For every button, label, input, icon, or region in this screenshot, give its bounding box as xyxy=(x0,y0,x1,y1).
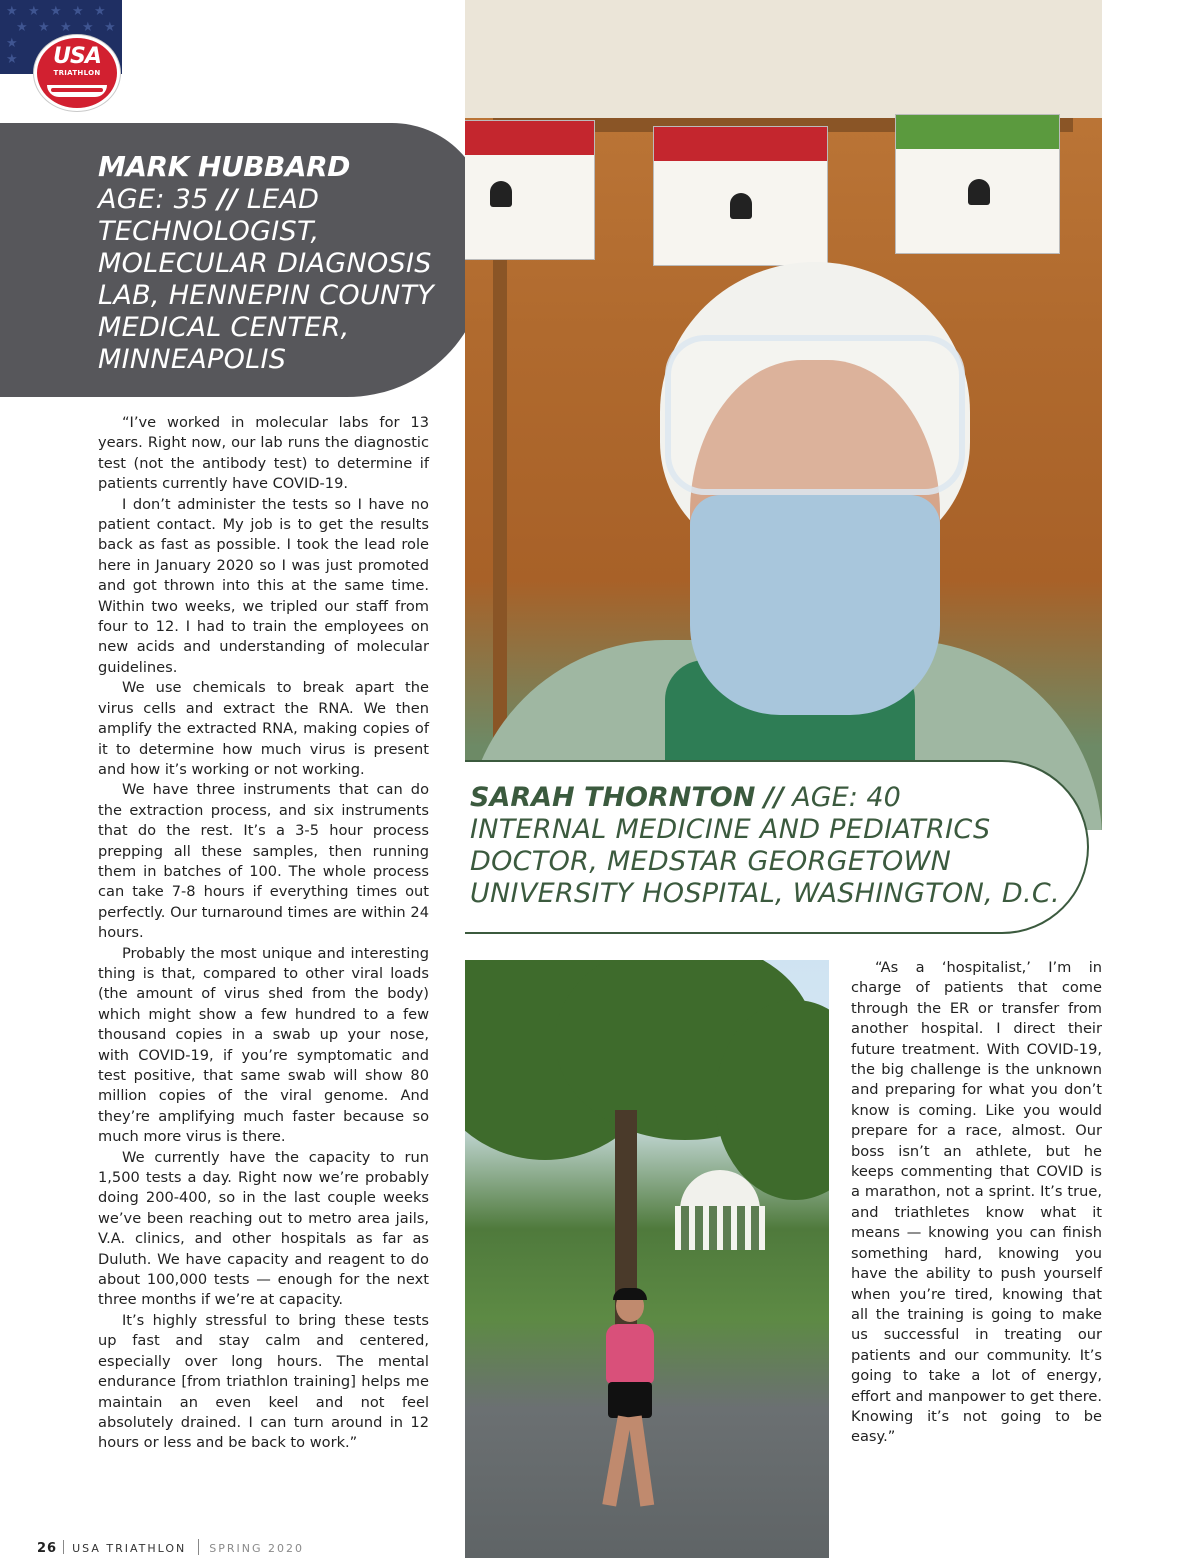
mark-age: AGE: 35 xyxy=(98,184,209,215)
airborne-precautions-sign xyxy=(653,126,828,266)
sarah-selfie-photo xyxy=(465,0,1102,830)
mark-separator: // xyxy=(217,184,238,215)
sarah-title: INTERNAL MEDICINE AND PEDIATRICS DOCTOR, MEDSTAR GEORGETOWN UNIVERSITY HOSPITAL, WASHINGTON, D.C. xyxy=(470,814,1060,909)
page-number: 26 xyxy=(37,1541,58,1556)
contact-precautions-sign xyxy=(465,120,595,260)
paragraph: It’s highly stressful to bring these tests up fast and stay calm and centered, especially over long hours. The mental endurance [from triathlon training] helps me maintain an even keel and not feel absolutely drained. I can turn around in 12 hours or less and be back to work.” xyxy=(98,1311,429,1452)
issue-name: SPRING 2020 xyxy=(209,1542,304,1555)
safety-goggles xyxy=(665,335,965,495)
paragraph: “I’ve worked in molecular labs for 13 years. Right now, our lab runs the diagnostic test (not the antibody test) to determine if patients currently have COVID-19. xyxy=(98,414,429,493)
logo-text-usa: USA xyxy=(53,44,101,69)
page-footer xyxy=(37,1539,304,1555)
sarah-name-line xyxy=(470,782,901,813)
door-frame xyxy=(465,0,1102,118)
sarah-name: SARAH THORNTON xyxy=(470,782,756,813)
logo-swoosh xyxy=(47,85,107,97)
paragraph: “As a ‘hospitalist,’ I’m in charge of patients that come through the ER or transfer from another hospital. I direct their future treatment. With COVID-19, the big challenge is the unknown and preparing for what you don’t know is coming. Like you would prepare for a race, almost. Our boss isn’t an athlete, but he keeps commenting that COVID is a marathon, not a sprint. It’s true, and triathletes know what it means — knowing you can finish something hard, knowing you have the ability to push yourself when you’re tired, knowing that all the training is going to make us successful in treating our patients and our community. It’s going to take a lot of energy, effort and manpower to get there. Knowing it’s not going to be easy.” xyxy=(851,959,1102,1446)
paragraph: Probably the most unique and interesting thing is that, compared to other viral loads (the amount of virus shed from the body) which might show a few hundred to a few thousand copies in a swab up your nose, with COVID-19, if you’re symptomatic and test positive, that same swab will show 80 million copies of the viral genome. And they’re amplifying much faster because so much more virus is there. xyxy=(98,944,429,1146)
droplet-precautions-sign xyxy=(895,114,1060,254)
mark-title xyxy=(98,184,468,376)
sarah-age: AGE: 40 xyxy=(792,782,901,813)
paragraph: We have three instruments that can do the extraction process, and six instruments that do the rest. It’s a 3-5 hour process prepping all these samples, then running them in batches of 100. The whole process can take 7-8 hours if everything times out perfectly. Our turnaround times are within 24 hours. xyxy=(98,781,429,942)
mark-article-body xyxy=(98,413,429,1454)
sarah-article-body xyxy=(851,958,1102,1448)
runner xyxy=(600,1290,660,1520)
mark-name: MARK HUBBARD xyxy=(98,150,350,183)
footer-divider xyxy=(63,1540,64,1554)
mark-role: LEAD TECHNOLOGIST, MOLECULAR DIAGNOSIS LAB, HENNEPIN COUNTY MEDICAL CENTER, MINNEAPOLIS xyxy=(98,184,435,375)
surgical-mask xyxy=(690,495,940,715)
logo-text-triathlon: TRIATHLON xyxy=(53,69,101,77)
usa-triathlon-logo xyxy=(34,35,120,111)
paragraph: I don’t administer the tests so I have no patient contact. My job is to get the results back as fast as possible. I took the lead role here in January 2020 so I was just promoted and got thrown into this at the same time. Within two weeks, we tripled our staff from four to 12. I had to train the employees on new acids and understanding of molecular guidelines. xyxy=(98,495,429,676)
magazine-name: USA TRIATHLON xyxy=(72,1542,187,1555)
paragraph: We currently have the capacity to run 1,500 tests a day. Right now we’re probably doing 200-400, so in the last couple weeks we’ve been reaching out to metro area jails, V.A. clinics, and other hospitals as far as Duluth. We have capacity and reagent to do about 100,000 tests — enough for the next three months if we’re at capacity. xyxy=(98,1148,429,1309)
paragraph: We use chemicals to break apart the virus cells and extract the RNA. We then amplify the extracted RNA, making copies of it to determine how much virus is present and how it’s working or not working. xyxy=(98,679,429,778)
sarah-separator: // xyxy=(763,782,784,813)
footer-divider xyxy=(198,1539,199,1555)
sarah-running-photo xyxy=(465,960,829,1558)
memorial-rotunda xyxy=(675,1170,765,1250)
flag-background: ★ ★ ★ ★ ★ ★ ★ ★ ★ ★ ★ ★ xyxy=(0,0,122,74)
